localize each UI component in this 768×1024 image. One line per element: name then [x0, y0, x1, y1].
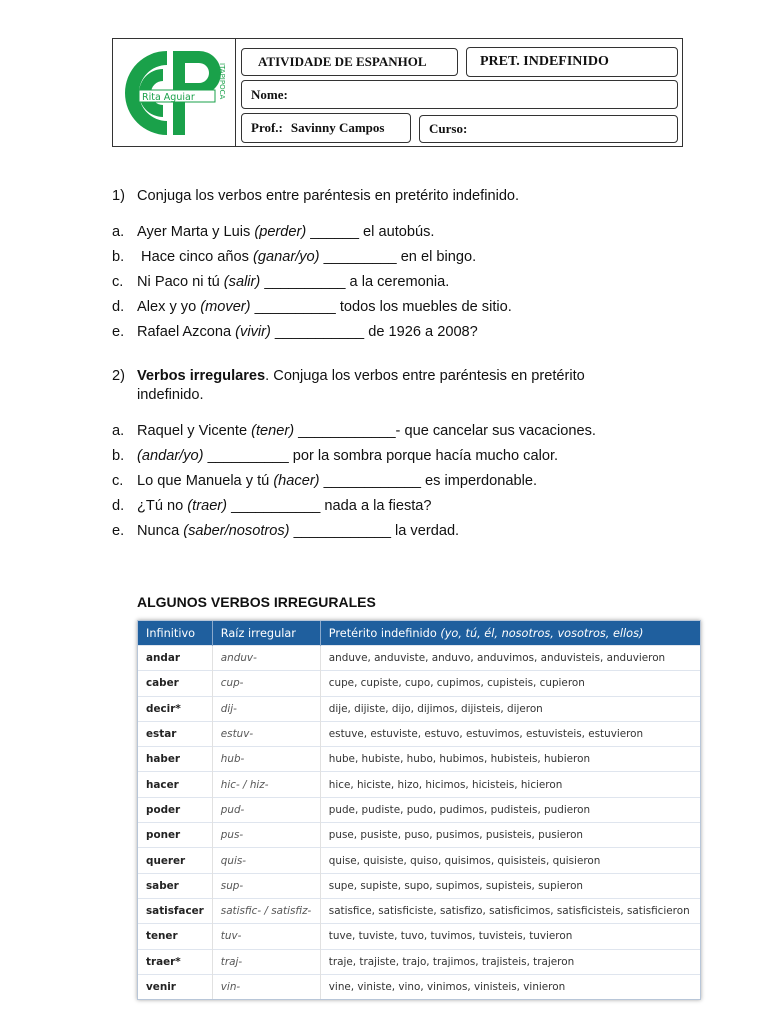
name-label: Nome: — [251, 86, 288, 102]
cell-preterito: anduve, anduviste, anduvo, anduvimos, anduvisteis, anduvieron — [320, 646, 700, 671]
cell-infinitivo: poder — [138, 797, 212, 822]
cell-raiz: dij- — [212, 696, 320, 721]
cell-infinitivo: andar — [138, 646, 212, 671]
cell-raiz: pud- — [212, 797, 320, 822]
table-title: ALGUNOS VERBOS IRREGURALES — [137, 594, 376, 610]
table-row — [138, 949, 700, 974]
question-number: 2) — [112, 368, 125, 384]
question-1 — [112, 186, 519, 206]
table-row — [138, 671, 700, 696]
cell-infinitivo: querer — [138, 848, 212, 873]
table-row — [138, 747, 700, 772]
q1-item-e: e. Rafael Azcona (vivir) ___________ de 1926 a 2008? — [112, 324, 478, 340]
cell-infinitivo: estar — [138, 721, 212, 746]
table-header-row — [138, 621, 700, 646]
question-number: 1) — [112, 188, 125, 204]
title-box — [241, 48, 458, 76]
cell-preterito: dije, dijiste, dijo, dijimos, dijisteis, dijeron — [320, 696, 700, 721]
cell-raiz: estuv- — [212, 721, 320, 746]
table-row — [138, 797, 700, 822]
cell-raiz: hic- / hiz- — [212, 772, 320, 797]
cell-infinitivo: tener — [138, 924, 212, 949]
q2-item-c: c. Lo que Manuela y tú (hacer) ____________ es imperdonable. — [112, 473, 538, 489]
cell-preterito: supe, supiste, supo, supimos, supisteis, supieron — [320, 873, 700, 898]
cell-raiz: quis- — [212, 848, 320, 873]
worksheet-title: ATIVIDADE DE ESPANHOL — [258, 54, 427, 69]
teacher-label: Prof.: — [251, 120, 283, 135]
q2-item-d: d. ¿Tú no (traer) ___________ nada a la fiesta? — [112, 498, 432, 514]
cell-infinitivo: decir* — [138, 696, 212, 721]
cell-preterito: cupe, cupiste, cupo, cupimos, cupisteis, cupieron — [320, 671, 700, 696]
cell-raiz: traj- — [212, 949, 320, 974]
teacher-name: Savinny Campos — [290, 120, 385, 135]
header-infinitivo: Infinitivo — [138, 621, 212, 646]
school-logo-icon — [117, 43, 231, 143]
cell-infinitivo: traer* — [138, 949, 212, 974]
q1-item-a: a. Ayer Marta y Luis (perder) ______ el autobús. — [112, 224, 435, 240]
table-row — [138, 823, 700, 848]
cell-preterito: puse, pusiste, puso, pusimos, pusisteis, pusieron — [320, 823, 700, 848]
cell-preterito: vine, viniste, vino, vinimos, vinisteis, vinieron — [320, 974, 700, 999]
cell-raiz: anduv- — [212, 646, 320, 671]
table-row — [138, 772, 700, 797]
course-field[interactable] — [419, 115, 678, 143]
q1-item-b: b. Hace cinco años (ganar/yo) _________ en el bingo. — [112, 249, 477, 265]
cell-infinitivo: saber — [138, 873, 212, 898]
table-row — [138, 696, 700, 721]
cell-raiz: sup- — [212, 873, 320, 898]
cell-preterito: pude, pudiste, pudo, pudimos, pudisteis, pudieron — [320, 797, 700, 822]
table-row — [138, 974, 700, 999]
cell-raiz: satisfic- / satisfiz- — [212, 898, 320, 923]
q2-item-a: a. Raquel y Vicente (tener) ____________- que cancelar sus vacaciones. — [112, 423, 596, 439]
cell-preterito: traje, trajiste, trajo, trajimos, trajisteis, trajeron — [320, 949, 700, 974]
cell-infinitivo: caber — [138, 671, 212, 696]
table-row — [138, 924, 700, 949]
cell-raiz: tuv- — [212, 924, 320, 949]
q1-item-d: d. Alex y yo (mover) __________ todos los muebles de sitio. — [112, 299, 512, 315]
logo-text-bottom: ITAPIPOCA — [218, 63, 226, 100]
cell-preterito: tuve, tuviste, tuvo, tuvimos, tuvisteis, tuvieron — [320, 924, 700, 949]
table-row — [138, 873, 700, 898]
q2-item-b: b. (andar/yo) __________ por la sombra porque hacía mucho calor. — [112, 448, 559, 464]
cell-raiz: vin- — [212, 974, 320, 999]
table-row — [138, 848, 700, 873]
logo-text-top: Rita Aguiar — [142, 92, 195, 103]
cell-raiz: hub- — [212, 747, 320, 772]
cell-preterito: hube, hubiste, hubo, hubimos, hubisteis, hubieron — [320, 747, 700, 772]
table-row — [138, 646, 700, 671]
school-logo — [113, 39, 236, 146]
cell-preterito: hice, hiciste, hizo, hicimos, hicisteis, hicieron — [320, 772, 700, 797]
name-field[interactable] — [241, 80, 678, 109]
cell-raiz: pus- — [212, 823, 320, 848]
question-2-cont: indefinido. — [137, 387, 204, 403]
cell-preterito: estuve, estuviste, estuvo, estuvimos, estuvisteis, estuvieron — [320, 721, 700, 746]
teacher-box — [241, 113, 411, 143]
worksheet-header — [112, 38, 683, 147]
cell-infinitivo: hacer — [138, 772, 212, 797]
irregular-verbs-table — [137, 620, 701, 1000]
cell-preterito: satisfice, satisficiste, satisfizo, satisficimos, satisficisteis, satisficieron — [320, 898, 700, 923]
cell-raiz: cup- — [212, 671, 320, 696]
worksheet-subject: PRET. INDEFINIDO — [480, 54, 609, 69]
question-2 — [112, 366, 585, 386]
q2-item-e: e. Nunca (saber/nosotros) ____________ la verdad. — [112, 523, 460, 539]
question-text: Conjuga los verbos entre paréntesis en pretérito indefinido. — [137, 188, 520, 204]
cell-infinitivo: haber — [138, 747, 212, 772]
question-bold: Verbos irregulares — [137, 368, 266, 384]
q1-item-c: c. Ni Paco ni tú (salir) __________ a la ceremonia. — [112, 274, 450, 290]
table-row — [138, 721, 700, 746]
cell-preterito: quise, quisiste, quiso, quisimos, quisisteis, quisieron — [320, 848, 700, 873]
cell-infinitivo: venir — [138, 974, 212, 999]
table-row — [138, 898, 700, 923]
cell-infinitivo: satisfacer — [138, 898, 212, 923]
subject-box — [466, 47, 678, 77]
cell-infinitivo: poner — [138, 823, 212, 848]
header-preterito: Pretérito indefinido (yo, tú, él, nosotros, vosotros, ellos) — [320, 621, 700, 646]
course-label: Curso: — [429, 121, 468, 136]
header-raiz: Raíz irregular — [212, 621, 320, 646]
question-text: . Conjuga los verbos entre paréntesis en pretérito — [265, 368, 585, 384]
